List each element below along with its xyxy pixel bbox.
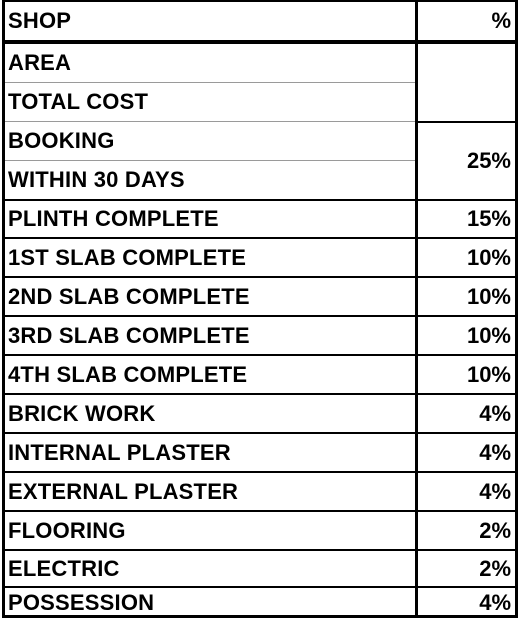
row-value [421, 83, 511, 121]
table-row [5, 239, 515, 276]
row-value: 2% [479, 517, 511, 543]
table-row [5, 473, 515, 510]
row-label: WITHIN 30 DAYS [8, 167, 185, 192]
row-label: INTERNAL PLASTER [8, 439, 231, 465]
row-label: ELECTRIC [8, 555, 120, 581]
row-label: AREA [8, 50, 72, 75]
row-label: 2ND SLAB COMPLETE [8, 283, 250, 309]
payment-schedule-table [2, 0, 518, 618]
row-value: 10% [466, 283, 511, 309]
row-label: BOOKING [8, 128, 115, 153]
table-row [5, 44, 515, 82]
table-row [5, 356, 515, 393]
table-row [5, 278, 515, 315]
table-row [5, 201, 515, 237]
row-label: POSSESSION [8, 590, 155, 615]
row-value: 10% [466, 322, 511, 348]
table-header-row [5, 2, 515, 40]
row-value: 10% [466, 361, 511, 387]
row-value: 15% [466, 206, 511, 231]
row-value: 10% [466, 244, 511, 270]
row-value: 4% [479, 478, 511, 504]
row-value: 4% [479, 590, 511, 615]
row-label: PLINTH COMPLETE [8, 206, 219, 231]
row-label: BRICK WORK [8, 400, 156, 426]
booking-merged-value: 25% [466, 148, 511, 173]
row-label: 1ST SLAB COMPLETE [8, 244, 247, 270]
table-row [5, 395, 515, 432]
column-divider [415, 2, 418, 615]
table-row [5, 551, 515, 586]
table-row [5, 83, 515, 121]
table-row [5, 512, 515, 549]
row-label: 4TH SLAB COMPLETE [8, 361, 248, 387]
row-value [421, 44, 511, 82]
row-label: 3RD SLAB COMPLETE [8, 322, 250, 348]
table-row [5, 588, 515, 618]
row-value: 4% [479, 439, 511, 465]
table-row [5, 317, 515, 354]
row-value: 4% [479, 400, 511, 426]
row-label: TOTAL COST [8, 89, 149, 114]
row-label: EXTERNAL PLASTER [8, 478, 239, 504]
header-value: % [491, 8, 511, 33]
row-label: FLOORING [8, 517, 126, 543]
row-value: 2% [479, 555, 511, 581]
header-label: SHOP [8, 8, 72, 33]
table-row [5, 434, 515, 471]
